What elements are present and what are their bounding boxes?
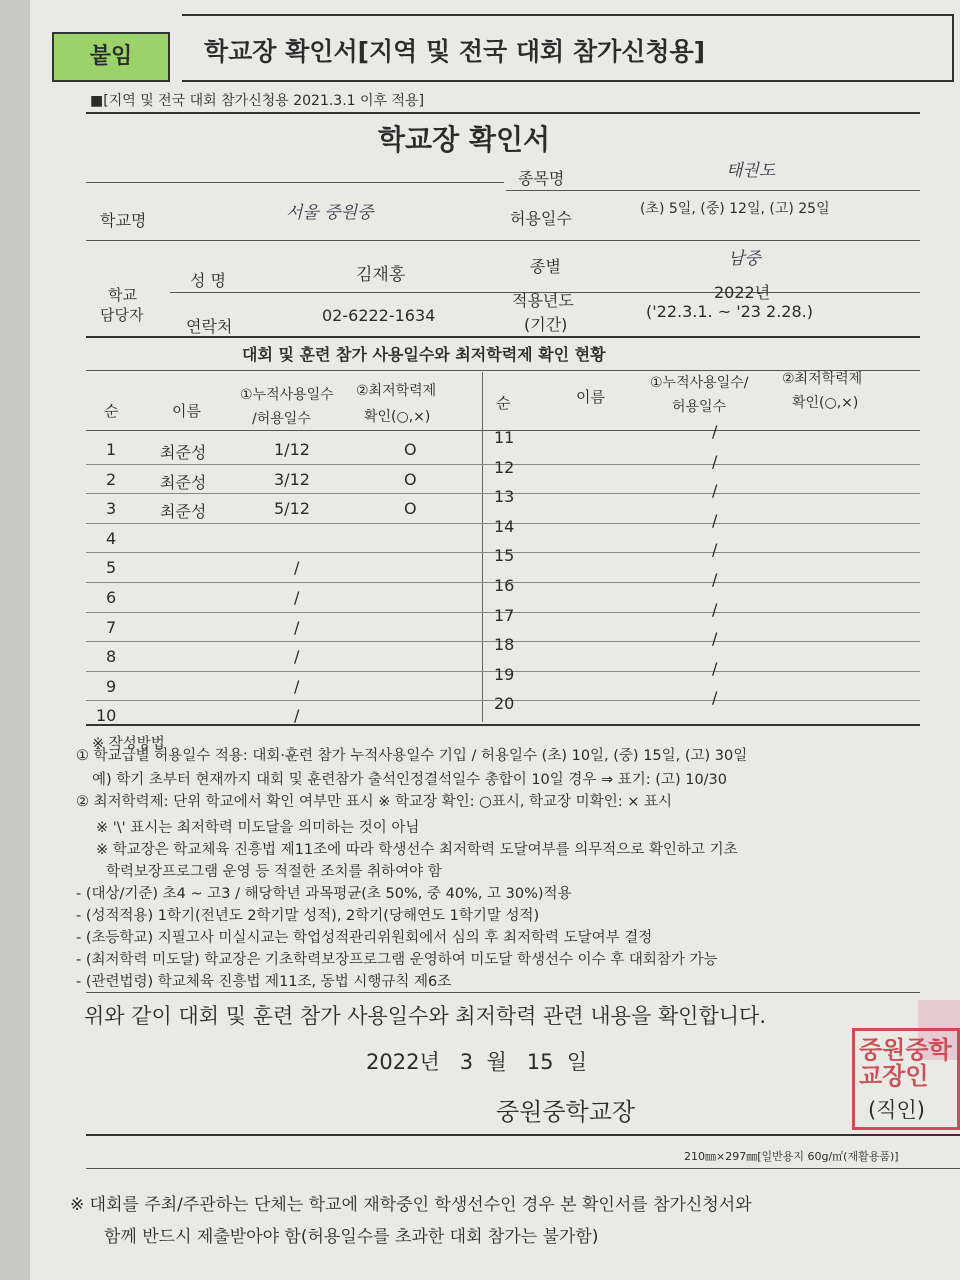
year-value: 2022년 (714, 283, 771, 302)
category-label: 종별 (530, 257, 561, 276)
row-seq: 3 (106, 499, 117, 518)
year-label: 적용년도 (512, 291, 574, 310)
header-name-right: 이름 (576, 388, 605, 406)
confirm-statement: 위와 같이 대회 및 훈련 참가 사용일수와 최저학력 관련 내용을 확인합니다. (84, 1004, 767, 1028)
row-seq-right: 14 (494, 517, 515, 536)
event-value: 태권도 (726, 161, 776, 181)
name-value: 김재홍 (356, 265, 406, 285)
attachment-badge: 붙임 (52, 32, 170, 82)
note-line: 학력보장프로그램 운영 등 적절한 조치를 취하여야 함 (106, 864, 442, 880)
confirm-rule (86, 1134, 960, 1136)
name-label: 성 명 (190, 271, 226, 290)
row-days-right: / (712, 422, 718, 441)
note-line: - (대상/기준) 초4 ~ 고3 / 해당학년 과목평균(초 50%, 중 40%, 고 30%)적용 (76, 886, 572, 902)
seal-text: 중원중학교장인 (859, 1036, 952, 1090)
header-used-1: ①누적사용일수 (240, 387, 334, 403)
header-name: 이름 (172, 402, 201, 420)
row-seq: 2 (106, 470, 117, 489)
header-min-2: 확인(○,×) (364, 409, 431, 425)
header-min-right-1: ②최저학력제 (782, 371, 863, 387)
row-days: / (294, 558, 300, 577)
row-days-right: / (712, 600, 718, 619)
row-days: / (294, 647, 300, 666)
note-line: - (최저학력 미도달) 학교장은 기초학력보장프로그램 운영하여 미도달 학생선수 이수 후 대회참가 가능 (76, 952, 718, 968)
period-value: ('22.3.1. ~ '23 2.28.) (646, 302, 813, 321)
row-seq-right: 15 (494, 546, 515, 565)
row-days: 3/12 (274, 470, 310, 489)
row-seq: 5 (106, 558, 117, 577)
header-min-1: ②최저학력제 (356, 383, 437, 399)
row-days: 1/12 (274, 440, 310, 459)
school-value: 서울 중원중 (286, 203, 374, 223)
title-banner (182, 14, 954, 82)
row-check: O (404, 499, 417, 518)
notes-rule (86, 992, 920, 993)
row-seq-right: 19 (494, 665, 515, 684)
category-value: 남중 (728, 249, 761, 269)
row-seq-right: 13 (494, 487, 515, 506)
footer-line-1: ※ 대회를 주최/주관하는 단체는 학교에 재학중인 학생선수인 경우 본 확인서를 참가신청서와 (70, 1195, 752, 1215)
row-days: / (294, 706, 300, 725)
event-label: 종목명 (518, 169, 565, 188)
row-name: 최준성 (160, 443, 207, 462)
header-seq: 순 (104, 402, 119, 420)
row-seq-right: 18 (494, 635, 515, 654)
note-line: - (관련법령) 학교체육 진흥법 제11조, 동법 시행규칙 제6조 (76, 974, 452, 990)
seal-label: (직인) (868, 1098, 925, 1122)
note-line: - (성적적용) 1학기(전년도 2학기말 성적), 2학기(당해연도 1학기말 성적) (76, 908, 540, 924)
form-subtitle: ■[지역 및 전국 대회 참가신청용 2021.3.1 이후 적용] (90, 93, 425, 109)
row-seq-right: 12 (494, 458, 515, 477)
row-name: 최준성 (160, 473, 207, 492)
note-line: - (초등학교) 지필고사 미실시교는 학업성적관리위원회에서 심의 후 최저학력 도달여부 결정 (76, 930, 653, 946)
manager-label-1: 학교 (108, 286, 137, 304)
header-min-right-2: 확인(○,×) (792, 395, 859, 411)
row-seq-right: 20 (494, 694, 515, 713)
row-seq: 7 (106, 618, 117, 637)
allowed-days-label: 허용일수 (510, 209, 572, 228)
row-days-right: / (712, 629, 718, 648)
row-days-right: / (712, 659, 718, 678)
document-title: 학교장 확인서 (378, 123, 551, 156)
header-used-2: /허용일수 (252, 411, 311, 427)
row-days: / (294, 588, 300, 607)
manager-label-2: 담당자 (100, 306, 144, 324)
row-seq: 1 (106, 440, 117, 459)
row-check: O (404, 440, 417, 459)
row-seq-right: 17 (494, 606, 515, 625)
row-days-right: / (712, 570, 718, 589)
row-days-right: / (712, 511, 718, 530)
row-seq-right: 16 (494, 576, 515, 595)
row-days-right: / (712, 540, 718, 559)
note-line: ※ '\' 표시는 최저학력 미도달을 의미하는 것이 아님 (96, 820, 420, 836)
table-title: 대회 및 훈련 참가 사용일수와 최저학력제 확인 현황 (242, 345, 606, 364)
row-check: O (404, 470, 417, 489)
confirm-date: 2022년 3 월 15 일 (366, 1050, 588, 1074)
row-seq-right: 11 (494, 428, 515, 447)
rule-top (86, 112, 920, 114)
info-rule-2 (506, 190, 920, 191)
info-rule-bottom (86, 336, 920, 338)
header-used-right-1: ①누적사용일수/ (650, 375, 749, 391)
note-line: ① 학교급별 허용일수 적용: 대회·훈련 참가 누적사용일수 기입 / 허용일수 (초) 10일, (중) 15일, (고) 30일 (76, 748, 748, 764)
paper-spec: 210㎜×297㎜[일반용지 60g/㎡(재활용품)] (684, 1150, 899, 1163)
period-label: (기간) (524, 315, 568, 334)
info-rule-1 (86, 182, 504, 183)
row-days-right: / (712, 688, 718, 707)
row-days-right: / (712, 452, 718, 471)
row-days: / (294, 677, 300, 696)
note-line: ② 최저학력제: 단위 학교에서 확인 여부만 표시 ※ 학교장 확인: ○표시, 학교장 미확인: × 표시 (76, 794, 672, 810)
info-rule-3 (86, 240, 920, 241)
principal-name: 중원중학교장 (496, 1098, 636, 1126)
contact-value: 02-6222-1634 (322, 306, 436, 325)
header-seq-right: 순 (496, 394, 511, 412)
header-used-right-2: 허용일수 (672, 399, 727, 415)
row-seq: 6 (106, 588, 117, 607)
note-line: ※ 학교장은 학교체육 진흥법 제11조에 따라 학생선수 최저학력 도달여부를 의무적으로 확인하고 기초 (96, 842, 738, 858)
banner-title: 학교장 확인서[지역 및 전국 대회 참가신청용] (204, 37, 706, 66)
row-days: / (294, 618, 300, 637)
row-days: 5/12 (274, 499, 310, 518)
footer-line-2: 함께 반드시 제출받아야 함(허용일수를 초과한 대회 참가는 불가함) (104, 1227, 599, 1247)
allowed-days-value: (초) 5일, (중) 12일, (고) 25일 (640, 201, 830, 217)
table-divider (482, 372, 483, 722)
contact-label: 연락처 (186, 317, 233, 336)
note-line: 예) 학기 초부터 현재까지 대회 및 훈련참가 출석인정결석일수 총합이 10일 경우 ⇒ 표기: (고) 10/30 (92, 772, 728, 788)
row-days-right: / (712, 481, 718, 500)
row-seq: 4 (106, 529, 117, 548)
note-line: ※ 작성방법 (92, 736, 165, 752)
school-label: 학교명 (100, 211, 147, 230)
table-rule-bottom (86, 724, 920, 726)
row-seq: 10 (96, 706, 117, 725)
spec-rule (86, 1168, 960, 1169)
row-name: 최준성 (160, 502, 207, 521)
row-seq: 9 (106, 677, 117, 696)
row-seq: 8 (106, 647, 117, 666)
